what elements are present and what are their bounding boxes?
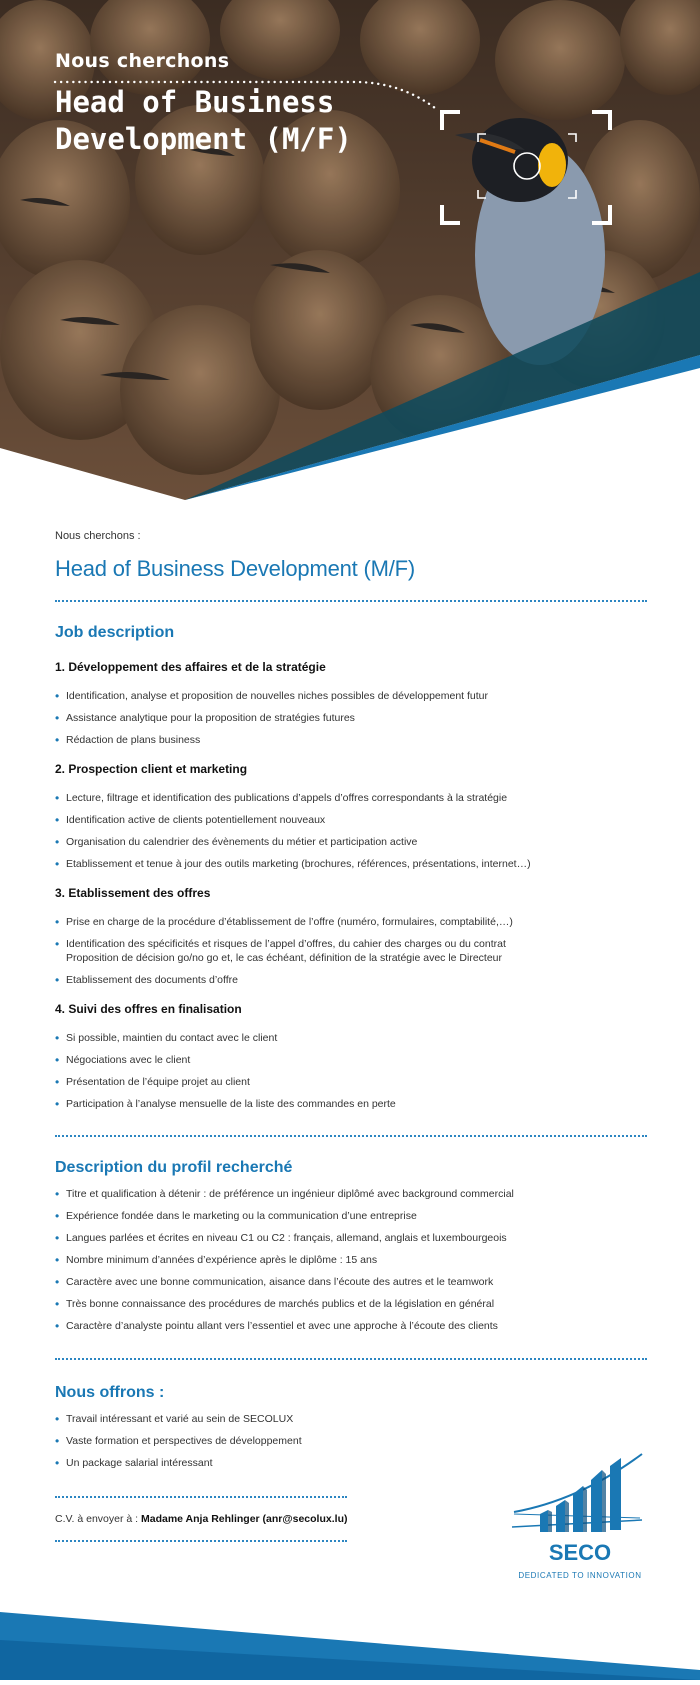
section-list bbox=[55, 1031, 647, 1111]
hero-title: Head of Business Development (M/F) bbox=[55, 85, 352, 156]
list-item: • Etablissement des documents d’offre bbox=[55, 973, 647, 987]
list-item: • Caractère d’analyste pointu allant vers l’essentiel et avec une approche à l’écoute des clients bbox=[55, 1319, 647, 1333]
section-title: 2. Prospection client et marketing bbox=[55, 762, 248, 776]
offer-heading: Nous offrons : bbox=[55, 1384, 165, 1401]
footer-band bbox=[0, 1600, 700, 1680]
profile-heading: Description du profil recherché bbox=[55, 1159, 293, 1176]
hero-banner bbox=[0, 0, 700, 500]
divider bbox=[55, 600, 647, 602]
list-item: • Expérience fondée dans le marketing ou la communication d’une entreprise bbox=[55, 1209, 647, 1223]
job-description-heading: Job description bbox=[55, 624, 175, 641]
list-item: • Si possible, maintien du contact avec le client bbox=[55, 1031, 647, 1045]
list-item: • Titre et qualification à détenir : de préférence un ingénieur diplômé avec background commercial bbox=[55, 1187, 647, 1201]
divider bbox=[55, 1496, 347, 1498]
contact-email-link[interactable]: Madame Anja Rehlinger (anr@secolux.lu) bbox=[141, 1513, 348, 1525]
section-list bbox=[55, 689, 647, 747]
logo-tagline: DEDICATED TO INNOVATION bbox=[518, 1571, 642, 1580]
contact-label: C.V. à envoyer à : bbox=[55, 1513, 141, 1525]
divider bbox=[55, 1358, 647, 1360]
intro-label: Nous cherchons : bbox=[55, 530, 141, 542]
section-list bbox=[55, 791, 647, 871]
list-item: • Organisation du calendrier des évènements du métier et participation active bbox=[55, 835, 647, 849]
list-item: • Nombre minimum d’années d’expérience après le diplôme : 15 ans bbox=[55, 1253, 647, 1267]
list-item: • Identification des spécificités et risques de l’appel d’offres, du cahier des charges ou du contrat Proposition de décision go/no go et, le cas échéant, définition de la stratégie avec le Directeur bbox=[55, 937, 536, 965]
list-item: • Négociations avec le client bbox=[55, 1053, 647, 1067]
list-item: • Assistance analytique pour la proposition de stratégies futures bbox=[55, 711, 647, 725]
list-item: • Très bonne connaissance des procédures de marchés publics et de la législation en général bbox=[55, 1297, 647, 1311]
list-item: • Identification active de clients potentiellement nouveaux bbox=[55, 813, 647, 827]
list-item: • Participation à l’analyse mensuelle de la liste des commandes en perte bbox=[55, 1097, 647, 1111]
seco-logo bbox=[510, 1452, 650, 1587]
list-item: • Prise en charge de la procédure d’établissement de l’offre (numéro, formulaires, comptabilité,…) bbox=[55, 915, 647, 929]
job-title: Head of Business Development (M/F) bbox=[55, 556, 416, 581]
section-title: 3. Etablissement des offres bbox=[55, 886, 211, 900]
list-item: • Un package salarial intéressant bbox=[55, 1456, 647, 1470]
list-item: • Travail intéressant et varié au sein de SECOLUX bbox=[55, 1412, 647, 1426]
job-posting bbox=[55, 530, 647, 1542]
list-item: • Vaste formation et perspectives de développement bbox=[55, 1434, 647, 1448]
profile-list bbox=[55, 1187, 647, 1333]
list-item: • Etablissement et tenue à jour des outils marketing (brochures, références, présentations, internet…) bbox=[55, 857, 647, 871]
section-title: 1. Développement des affaires et de la stratégie bbox=[55, 660, 326, 674]
list-item: • Identification, analyse et proposition de nouvelles niches possibles de développement futur bbox=[55, 689, 647, 703]
divider bbox=[55, 1540, 347, 1542]
list-item: • Rédaction de plans business bbox=[55, 733, 647, 747]
list-item: • Lecture, filtrage et identification des publications d’appels d’offres correspondants à la stratégie bbox=[55, 791, 647, 805]
list-item: • Langues parlées et écrites en niveau C1 ou C2 : français, allemand, anglais et luxembourgeois bbox=[55, 1231, 647, 1245]
hero-kicker: Nous cherchons bbox=[55, 50, 230, 72]
logo-name: SECO bbox=[548, 1540, 612, 1565]
list-item: • Caractère avec une bonne communication, aisance dans l’écoute des autres et le teamwork bbox=[55, 1275, 647, 1289]
section-title: 4. Suivi des offres en finalisation bbox=[55, 1002, 242, 1016]
list-item: • Présentation de l’équipe projet au client bbox=[55, 1075, 647, 1089]
divider bbox=[55, 1135, 647, 1137]
section-list bbox=[55, 915, 647, 987]
